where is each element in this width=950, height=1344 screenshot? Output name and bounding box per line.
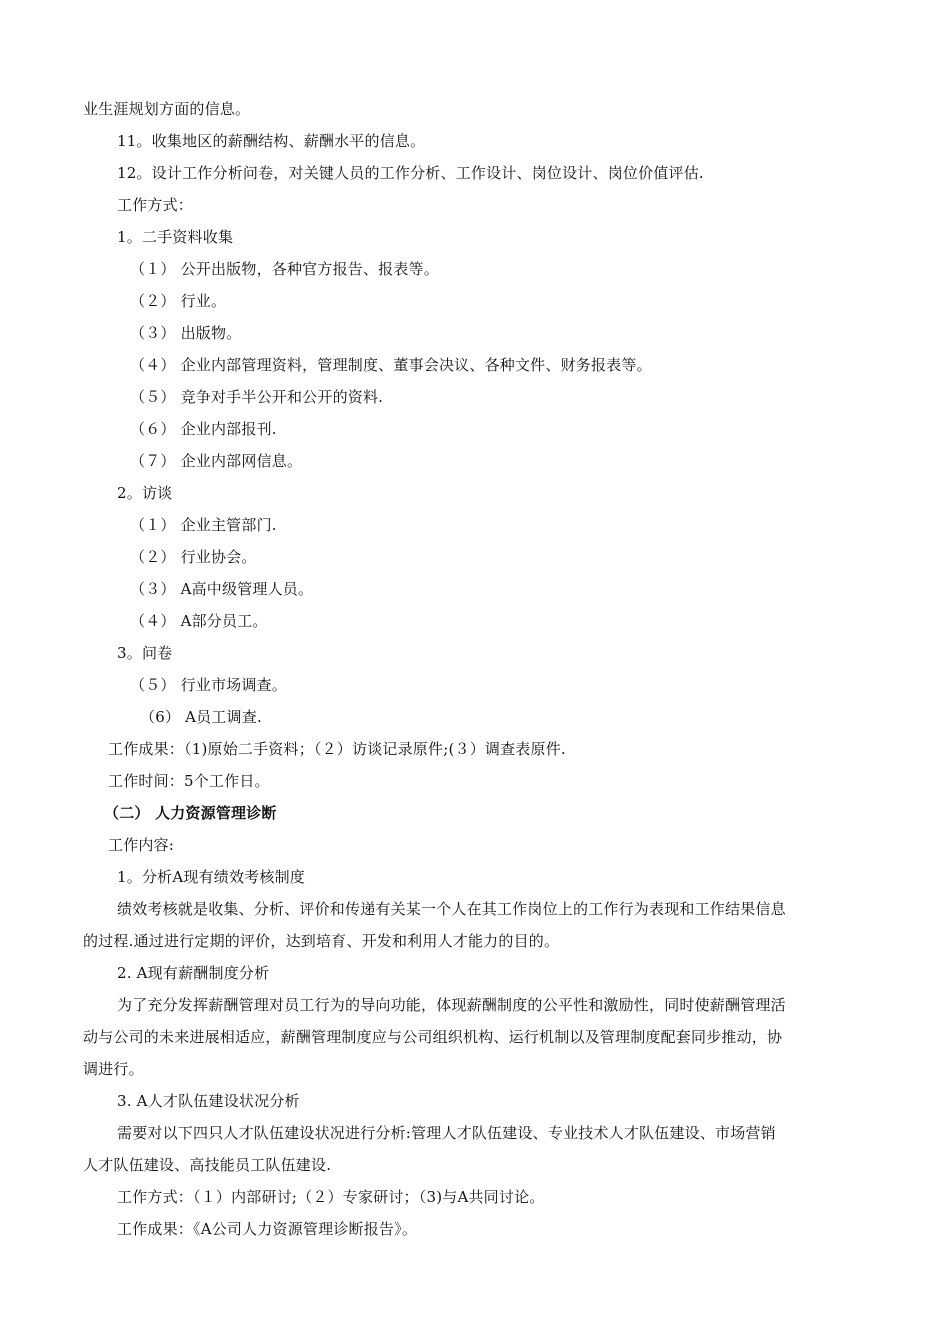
text-line-salary-desc-2: 动与公司的未来进展相适应，薪酬管理制度应与公司组织机构、运行机制以及管理制度配套同步推动，协 (83, 1028, 783, 1046)
text-line-item-12: 12。设计工作分析问卷，对关键人员的工作分析、工作设计、岗位设计、岗位价值评估. (117, 164, 704, 182)
text-line-questionnaire-6: （6） A员工调查. (140, 708, 262, 726)
text-line-work-method-2: 工作方式：（１）内部研讨;（２）专家研讨；（3)与A共同讨论。 (117, 1188, 545, 1206)
text-line-interview: 2。访谈 (117, 484, 173, 502)
text-line-performance-desc-1: 绩效考核就是收集、分析、评价和传递有关某一个人在其工作岗位上的工作行为表现和工作结果信息 (117, 900, 786, 918)
text-line-interview-1: （１） 企业主管部门. (130, 516, 277, 534)
text-line-secondary-2: （２） 行业。 (130, 292, 227, 310)
text-line-performance-analysis: 1。分析A现有绩效考核制度 (117, 868, 305, 886)
text-line-performance-desc-2: 的过程.通过进行定期的评价，达到培育、开发和利用人才能力的目的。 (83, 932, 560, 950)
text-line-talent-desc-1: 需要对以下四只人才队伍建设状况进行分析:管理人才队伍建设、专业技术人才队伍建设、市场营销 (117, 1124, 776, 1142)
text-line-secondary-7: （７） 企业内部网信息。 (130, 452, 303, 470)
text-line-salary-desc-1: 为了充分发挥薪酬管理对员工行为的导向功能，体现薪酬制度的公平性和激励性，同时使薪酬管理活 (117, 996, 786, 1014)
text-line-career-planning: 业生涯规划方面的信息。 (83, 100, 251, 118)
text-line-interview-2: （２） 行业协会。 (130, 548, 257, 566)
text-line-work-content: 工作内容: (108, 836, 175, 854)
text-line-salary-desc-3: 调进行。 (83, 1060, 144, 1078)
text-line-work-time: 工作时间：5个工作日。 (108, 772, 270, 790)
text-line-talent-analysis: 3. A人才队伍建设状况分析 (117, 1092, 300, 1110)
text-line-questionnaire: 3。问卷 (117, 644, 173, 662)
section-heading-hr-diagnosis: （二） 人力资源管理诊断 (104, 804, 277, 822)
text-line-work-results: 工作成果：（1)原始二手资料；（２）访谈记录原件;(３）调查表原件. (108, 740, 566, 758)
text-line-salary-analysis: 2. A现有薪酬制度分析 (117, 964, 270, 982)
text-line-work-results-2: 工作成果：《A公司人力资源管理诊断报告》。 (117, 1220, 418, 1238)
text-line-secondary-4: （４） 企业内部管理资料，管理制度、董事会决议、各种文件、财务报表等。 (130, 356, 652, 374)
text-line-interview-4: （４） A部分员工。 (130, 612, 268, 630)
text-line-secondary-1: （１） 公开出版物，各种官方报告、报表等。 (130, 260, 439, 278)
text-line-interview-3: （３） A高中级管理人员。 (130, 580, 314, 598)
text-line-secondary-3: （３） 出版物。 (130, 324, 242, 342)
text-line-questionnaire-5: （５） 行业市场调查。 (130, 676, 287, 694)
text-line-talent-desc-2: 人才队伍建设、高技能员工队伍建设. (83, 1156, 332, 1174)
text-line-secondary-5: （５） 竞争对手半公开和公开的资料. (130, 388, 384, 406)
text-line-secondary-6: （６） 企业内部报刊. (130, 420, 277, 438)
text-line-work-method: 工作方式： (117, 196, 194, 214)
text-line-item-11: 11。收集地区的薪酬结构、薪酬水平的信息。 (117, 132, 426, 150)
text-line-secondary-data: 1。二手资料收集 (117, 228, 234, 246)
